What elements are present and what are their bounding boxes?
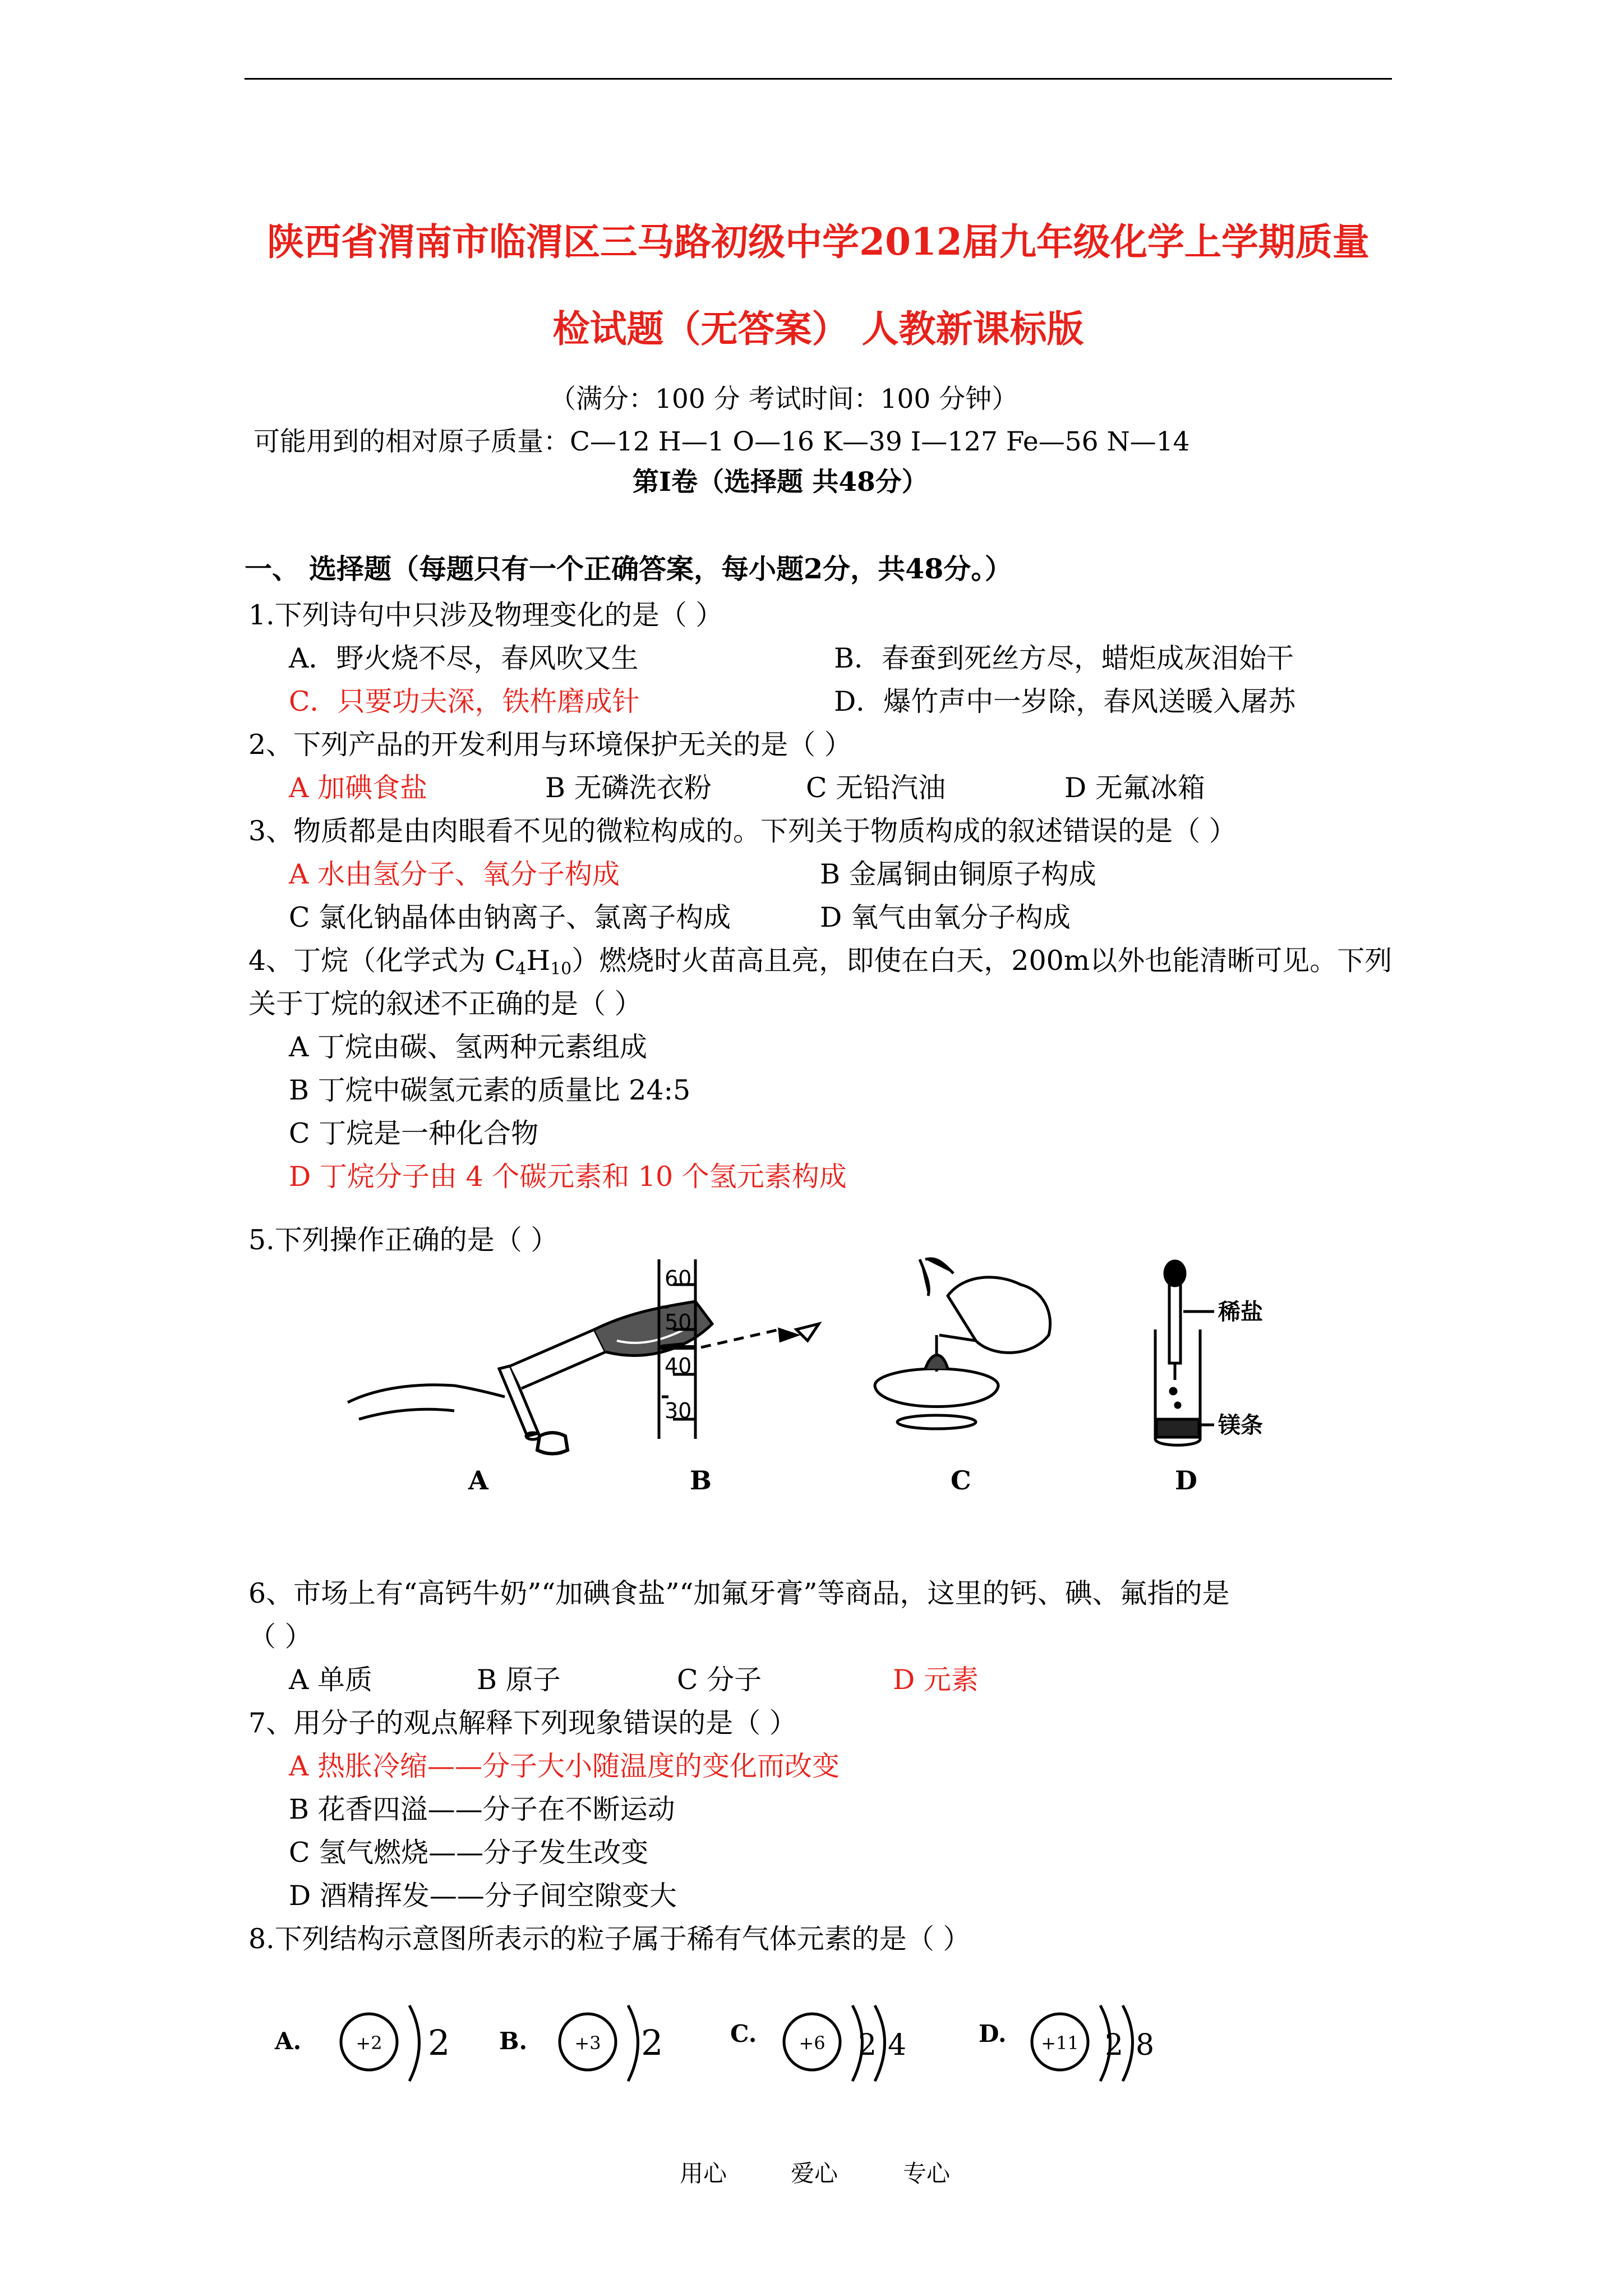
q1-option-a: A．野火烧不尽，春风吹又生 (289, 642, 639, 674)
q7-option-b: B 花香四溢——分子在不断运动 (289, 1793, 675, 1825)
svg-text:60: 60 (665, 1266, 692, 1291)
document-title-line2: 检试题（无答案） 人教新课标版 (552, 307, 1084, 351)
q4-stem-line2: 关于丁烷的叙述不正确的是（ ） (248, 988, 642, 1020)
footer-text-2: 爱心 (791, 2160, 838, 2187)
footer-text-3: 专心 (903, 2160, 951, 2187)
q1-stem: 1.下列诗句中只涉及物理变化的是（ ） (248, 599, 723, 631)
q6-option-c: C 分子 (677, 1664, 762, 1696)
document-title-line1: 陕西省渭南市临渭区三马路初级中学2012届九年级化学上学期质量 (267, 220, 1370, 264)
fig-label-b: B (690, 1465, 712, 1496)
exam-info: （满分：100 分 考试时间：100 分钟） (550, 384, 1018, 415)
q7-option-a: A 热胀冷缩——分子大小随温度的变化而改变 (289, 1750, 840, 1782)
q2-stem: 2、下列产品的开发利用与环境保护无关的是（ ） (248, 729, 852, 761)
q4-option-b: B 丁烷中碳氢元素的质量比 24:5 (289, 1074, 691, 1106)
q6-option-a: A 单质 (289, 1664, 372, 1696)
fig-d-tube (1155, 1261, 1214, 1445)
q5-figure (325, 1251, 1324, 1515)
part-title: 第Ⅰ卷（选择题 共48分） (633, 467, 928, 498)
q4-option-d: D 丁烷分子由 4 个碳元素和 10 个氢元素构成 (289, 1161, 847, 1193)
svg-text:+3: +3 (574, 2032, 601, 2054)
q4-option-a: A 丁烷由碳、氢两种元素组成 (289, 1031, 647, 1063)
fig-d-label-bottom: 镁条 (1218, 1412, 1263, 1438)
q1-option-d: D．爆竹声中一岁除，春风送暖入屠苏 (834, 685, 1296, 717)
q8-a-shell1: 2 (428, 2022, 450, 2063)
fig-d-label-top: 稀盐 (1218, 1299, 1263, 1325)
svg-text:30: 30 (665, 1398, 692, 1423)
q3-option-a: A 水由氢分子、氧分子构成 (289, 858, 620, 890)
q2-option-b: B 无磷洗衣粉 (545, 772, 712, 804)
q8-b-shell1: 2 (641, 2022, 663, 2063)
q6-stem: 6、市场上有“高钙牛奶”“加碘食盐”“加氟牙膏”等商品，这里的钙、碘、氟指的是 (248, 1577, 1230, 1609)
q2-option-c: C 无铅汽油 (806, 772, 946, 804)
q7-option-c: C 氢气燃烧——分子发生改变 (289, 1837, 649, 1869)
header-rule (245, 78, 1392, 80)
q8-d-shell1: 2 (1105, 2028, 1124, 2062)
q4-stem: 4、丁烷（化学式为 $C_4H_{10}$）燃烧时火苗高且亮，即使在白天，200m以外也能清晰可见。下列 (248, 945, 1393, 979)
q3-stem: 3、物质都是由肉眼看不见的微粒构成的。下列关于物质构成的叙述错误的是（ ） (248, 815, 1237, 847)
q1-option-c: C．只要功夫深，铁杵磨成针 (289, 685, 640, 717)
q5-stem: 5.下列操作正确的是（ ） (248, 1224, 559, 1256)
q3-option-d: D 氧气由氧分子构成 (820, 901, 1071, 933)
q8-c-shell1: 2 (858, 2028, 877, 2062)
atomic-masses: 可能用到的相对原子质量：C—12 H—1 O—16 K—39 I—127 Fe—56 N—14 (253, 426, 1190, 457)
footer-text-1: 用心 (680, 2160, 727, 2187)
fig-label-a: A (468, 1465, 488, 1496)
svg-text:+11: +11 (1041, 2032, 1079, 2054)
section-title: 一、 选择题（每题只有一个正确答案，每小题2分，共48分。） (245, 553, 1012, 585)
q4-option-c: C 丁烷是一种化合物 (289, 1117, 539, 1149)
fig-c-lamps (875, 1259, 1050, 1429)
q2-option-d: D 无氟冰箱 (1064, 772, 1205, 804)
fig-a-stopper-on-table (537, 1433, 568, 1454)
q8-a-label: A. (275, 2027, 302, 2055)
q8-c-label: C. (730, 2020, 757, 2047)
q3-option-c: C 氯化钠晶体由钠离子、氯离子构成 (289, 901, 731, 933)
q8-c-shell2: 4 (888, 2028, 907, 2062)
q3-option-b: B 金属铜由铜原子构成 (820, 858, 1096, 890)
q8-d-shell2: 8 (1136, 2028, 1155, 2062)
svg-text:+2: +2 (356, 2032, 382, 2054)
q6-option-b: B 原子 (477, 1664, 561, 1696)
q7-stem: 7、用分子的观点解释下列现象错误的是（ ） (248, 1707, 797, 1739)
q8-b-label: B. (499, 2027, 528, 2055)
fig-label-c: C (951, 1465, 971, 1496)
svg-text:+6: +6 (799, 2032, 826, 2054)
q2-option-a: A 加碘食盐 (289, 772, 427, 804)
q8-stem: 8.下列结构示意图所表示的粒子属于稀有气体元素的是（ ） (248, 1923, 971, 1955)
q6-option-d: D 元素 (893, 1664, 979, 1696)
q8-structures (269, 1989, 1223, 2095)
q7-option-d: D 酒精挥发——分子间空隙变大 (289, 1880, 677, 1912)
q8-d-label: D. (979, 2020, 1007, 2047)
svg-text:40: 40 (665, 1354, 692, 1378)
q1-option-b: B．春蚕到死丝方尽，蜡炬成灰泪始干 (834, 642, 1294, 674)
svg-text:50: 50 (665, 1310, 692, 1335)
fig-label-d: D (1175, 1465, 1197, 1496)
q6-stem-line2: （ ） (248, 1621, 312, 1653)
